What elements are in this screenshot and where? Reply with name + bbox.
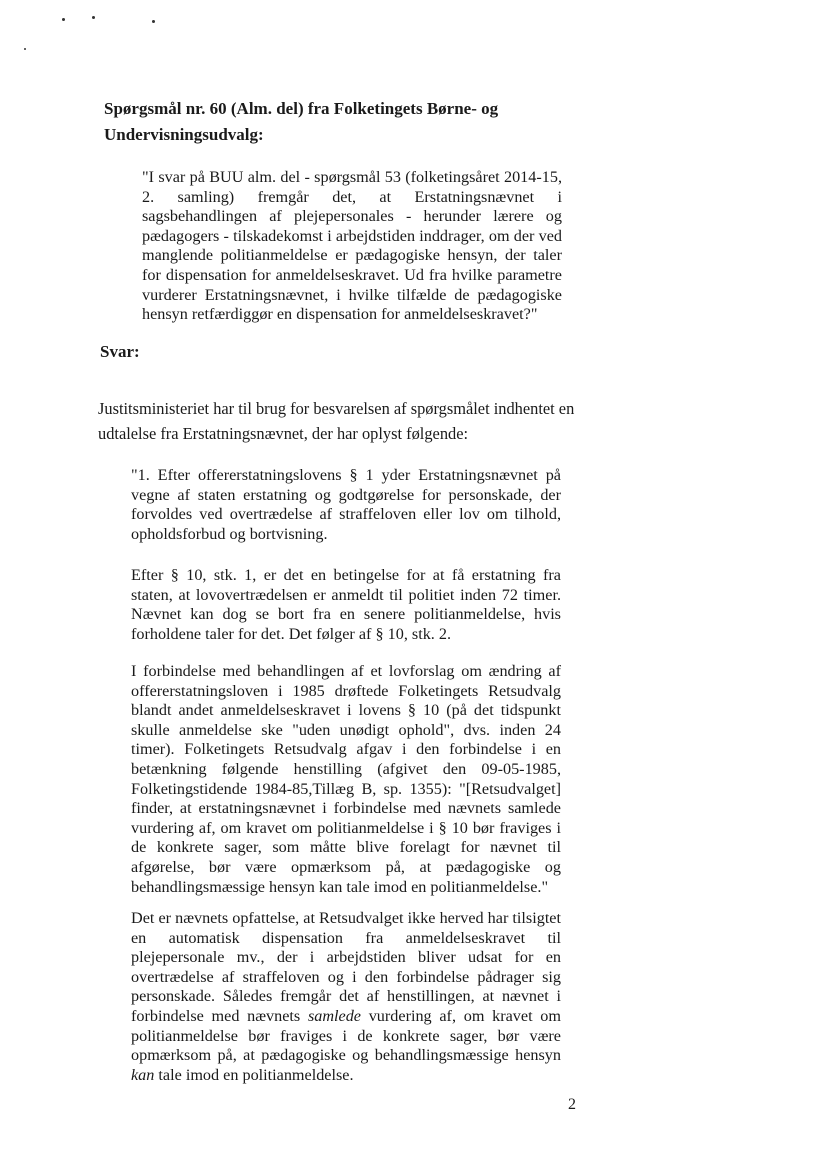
answer-paragraph: I forbindelse med behandlingen af et lovforslag om ændring af offererstatningsloven i 1985 drøftede Folketingets Retsudvalg blandt andet anmeldelseskravet i lovens § 10 (på det tidspunkt skulle anmeldelse ske "uden unødigt ophold", dvs. inden 24 timer). Folketingets Retsudvalg afgav i den forbindelse i en betænkning følgende henstilling (afgivet den 09-05-1985, Folketingstidende 1984-85,Tillæg B, sp. 1355): "[Retsudvalget] finder, at erstatningsnævnet i forbindelse med nævnets samlede vurdering af, om kravet om politianmeldelse i § 10 bør fraviges i de konkrete sager, som måtte blive forelagt for nævnet til afgørelse, bør være opmærksom på, at pædagogiske og behandlingsmæssige hensyn kan tale imod en politianmeldelse." xyxy=(131,662,561,896)
question-text: "I svar på BUU alm. del - spørgsmål 53 (folketingsåret 2014-15, 2. samling) fremgår det, at Erstatningsnævnet i sagsbehandlingen af plejepersonales - herunder lærere og pædagogers - tilskadekomst i arbejdstiden inddrager, om der ved manglende politianmeldelse er pædagogiske hensyn, der taler for dispensation for anmeldelseskravet. Ud fra hvilke parametre vurderer Erstatningsnævnet, i hvilke tilfælde de pædagogiske hensyn retfærdiggør en dispensation for anmeldelseskravet?" xyxy=(142,168,562,324)
paragraph-text: vurdering af, om kravet om politianmeldelse bør fraviges i de konkrete sager, bør være opmærksom på, at pædagogiske og behandlingsmæssige hensyn xyxy=(131,1006,561,1065)
answer-paragraph-last xyxy=(131,909,561,1085)
scan-speck xyxy=(24,48,26,50)
emphasis-text: samlede xyxy=(307,1006,361,1025)
answer-intro: Justitsministeriet har til brug for besvarelsen af spørgsmålet indhentet en udtalelse fra Erstatningsnævnet, der har oplyst følgende: xyxy=(98,399,575,443)
scan-speck xyxy=(92,16,95,19)
scan-speck xyxy=(152,20,155,23)
answer-label: Svar: xyxy=(100,342,140,361)
question-heading: Spørgsmål nr. 60 (Alm. del) fra Folketingets Børne- og Undervisningsudvalg: xyxy=(104,99,499,144)
scan-speck xyxy=(62,18,65,21)
answer-paragraph: "1. Efter offererstatningslovens § 1 yder Erstatningsnævnet på vegne af staten erstatning og godtgørelse for personskade, der forvoldes ved overtrædelse af straffeloven eller lov om tilhold, opholdsforbud og bortvisning. xyxy=(131,466,561,543)
answer-paragraph: Efter § 10, stk. 1, er det en betingelse for at få erstatning fra staten, at lovovertrædelsen er anmeldt til politiet inden 72 timer. Nævnet kan dog se bort fra en senere politianmeldelse, hvis forholdene taler for det. Det følger af § 10, stk. 2. xyxy=(131,566,561,643)
paragraph-text: tale imod en politianmeldelse. xyxy=(154,1065,354,1084)
emphasis-text: kan xyxy=(131,1065,155,1084)
page-number: 2 xyxy=(568,1096,576,1113)
paragraph-text: Det er nævnets opfattelse, at Retsudvalget ikke herved har tilsigtet en automatisk dispensation fra anmeldelseskravet til plejepersonale mv., der i arbejdstiden bliver udsat for en overtrædelse af straffeloven og i den forbindelse pådrager sig personskade. Således fremgår det af henstillingen, at nævnet i forbindelse med nævnets xyxy=(131,909,561,1025)
